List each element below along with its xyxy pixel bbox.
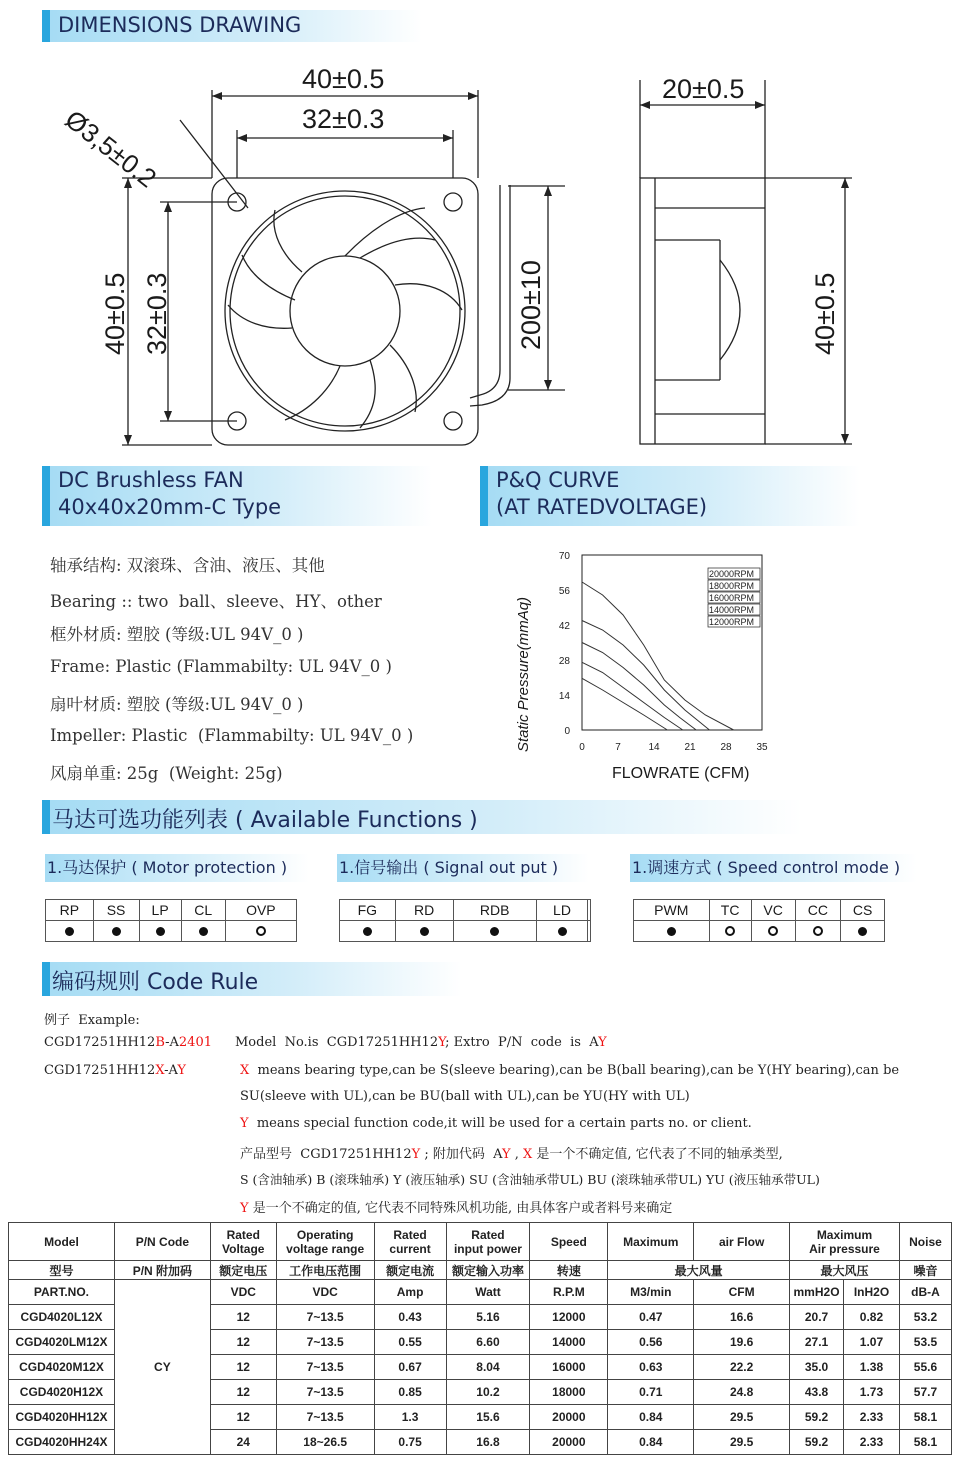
cn-pn: P/N 附加码 <box>114 1261 210 1280</box>
y-tick-label: 14 <box>558 691 570 702</box>
spec-frame-en: Frame: Plastic (Flammabilty: UL 94V_0 ) <box>50 657 392 676</box>
rule-line-6: S (含油轴承) B (滚珠轴承) Y (液压轴承) SU (含油轴承带UL) BU (滚珠轴承带UL) YU (液压轴承带UL) <box>240 1172 820 1187</box>
series-line-14000RPM <box>582 662 683 730</box>
unit-rpm: R.P.M <box>530 1280 608 1305</box>
header-rated-power: Rated input power <box>446 1223 530 1261</box>
function-table-speed <box>633 899 885 942</box>
func-col: RDB <box>453 900 536 921</box>
fan-type-banner <box>42 466 432 526</box>
header-pn: P/N Code <box>114 1223 210 1261</box>
unit-m3: M3/min <box>608 1280 694 1305</box>
series-line-18000RPM <box>582 621 710 731</box>
spec-weight: 风扇单重: 25g (Weight: 25g) <box>50 764 283 783</box>
filled-dot-icon <box>558 927 567 936</box>
func-col <box>588 900 591 921</box>
header-model: Model <box>9 1223 115 1261</box>
x-tick-label: 21 <box>684 742 696 753</box>
function-group-title-speed: 1.调速方式 ( Speed control mode ) <box>630 854 917 882</box>
func-col: CC <box>795 900 841 921</box>
ex2-model: CGD17251HH12 <box>44 1063 156 1078</box>
functions-title: 马达可选功能列表 ( Available Functions ) <box>52 808 478 833</box>
fan-type-line1: DC Brushless FAN <box>58 468 244 492</box>
func-col: FG <box>340 900 396 921</box>
legend-label: 20000RPM <box>709 569 755 579</box>
functions-banner <box>42 800 802 834</box>
function-group-title-signal: 1.信号输出 ( Signal out put ) <box>337 854 589 882</box>
x-tick-label: 14 <box>648 742 660 753</box>
example-2 <box>44 1063 186 1078</box>
cn-pressure: 最大风压 <box>790 1261 900 1280</box>
x-tick-label: 0 <box>579 742 585 753</box>
func-col: RD <box>395 900 453 921</box>
pq-chart <box>550 545 820 765</box>
front-width-inner-label: 32±0.3 <box>302 104 385 134</box>
spec-table <box>8 1222 952 1455</box>
unit-inh2o: InH2O <box>844 1280 900 1305</box>
ex2-bearing: X <box>155 1063 165 1078</box>
filled-dot-icon <box>363 927 372 936</box>
pq-curve-banner <box>480 466 860 526</box>
x-tick-label: 28 <box>720 742 732 753</box>
hollow-dot-icon <box>725 926 735 936</box>
spec-bearing-en: Bearing :: two ball、sleeve、HY、other <box>50 592 382 611</box>
fan-type-line2: 40x40x20mm-C Type <box>58 495 282 519</box>
unit-watt: Watt <box>446 1280 530 1305</box>
ex1-bearing: B <box>155 1035 166 1050</box>
header-rated-voltage: Rated Voltage <box>210 1223 276 1261</box>
unit-vdc: VDC <box>210 1280 276 1305</box>
func-col: LD <box>536 900 587 921</box>
rule-line-7: Y 是一个不确定的值, 它代表不同特殊风机功能, 由具体客户或者料号来确定 <box>240 1201 673 1216</box>
ex1-dash: -A <box>165 1035 179 1050</box>
rule-line-1: Model No.is CGD17251HH12Y; Extro P/N code is AY <box>235 1035 607 1050</box>
y-tick-label: 0 <box>564 726 570 737</box>
function-table-signal <box>339 899 591 942</box>
unit-cfm: CFM <box>694 1280 790 1305</box>
example-1 <box>44 1035 212 1050</box>
front-height-inner-label: 32±0.3 <box>142 272 172 355</box>
func-col: RP <box>46 900 94 921</box>
unit-amp: Amp <box>374 1280 446 1305</box>
lead-length-label: 200±10 <box>516 260 546 350</box>
header-rated-current: Rated current <box>374 1223 446 1261</box>
pq-line2: (AT RATEDVOLTAGE) <box>496 495 708 519</box>
example-label: 例子 Example: <box>44 1013 140 1028</box>
y-tick-label: 56 <box>558 586 570 597</box>
pn-code-cell: CY <box>114 1280 210 1455</box>
filled-dot-icon <box>156 927 165 936</box>
hole-diameter-label: Ø3,5±0.2 <box>59 104 163 194</box>
legend-label: 12000RPM <box>709 617 755 627</box>
filled-dot-icon <box>667 927 676 936</box>
cn-rated-power: 额定输入功率 <box>446 1261 530 1280</box>
unit-part: PART.NO. <box>9 1280 115 1305</box>
side-width-label: 20±0.5 <box>662 74 745 104</box>
side-height-label: 40±0.5 <box>810 272 840 355</box>
front-width-outer-label: 40±0.5 <box>302 64 385 94</box>
x-tick-label: 35 <box>756 742 768 753</box>
y-tick-label: 70 <box>558 551 570 562</box>
dimensions-banner <box>42 10 422 42</box>
spec-impeller-cn: 扇叶材质: 塑胶 (等级:UL 94V_0 ) <box>50 695 304 714</box>
func-col: TC <box>709 900 751 921</box>
dimensions-title: DIMENSIONS DRAWING <box>58 13 302 37</box>
cn-rated-current: 额定电流 <box>374 1261 446 1280</box>
table-row: CGD4020L12X 12 7~13.5 0.43 5.16 12000 0.47 16.6 20.7 0.82 53.2 <box>9 1305 952 1330</box>
filled-dot-icon <box>858 927 867 936</box>
rule-line-5: 产品型号 CGD17251HH12Y ; 附加代码 AY , X 是一个不确定值, 它代表了不同的轴承类型, <box>240 1147 783 1162</box>
filled-dot-icon <box>420 927 429 936</box>
unit-dba: dB-A <box>899 1280 951 1305</box>
cn-model: 型号 <box>9 1261 115 1280</box>
header-noise: Noise <box>899 1223 951 1261</box>
cn-noise: 噪音 <box>899 1261 951 1280</box>
y-tick-label: 28 <box>558 656 570 667</box>
hollow-dot-icon <box>813 926 823 936</box>
function-table-motor <box>45 899 297 942</box>
func-col: VC <box>751 900 795 921</box>
legend-label: 16000RPM <box>709 593 755 603</box>
func-col: CL <box>181 900 225 921</box>
func-col: CS <box>841 900 885 921</box>
code-rule-title: 编码规则 Code Rule <box>52 970 259 995</box>
header-maximum: Maximum <box>608 1223 694 1261</box>
ex2-code: Y <box>177 1063 186 1078</box>
unit-vdc: VDC <box>276 1280 374 1305</box>
rule-line-4: Y means special function code,it will be used for a certain parts no. or client. <box>240 1116 752 1131</box>
pq-line1: P&Q CURVE <box>496 468 620 492</box>
table-row: CGD4020H12X 12 7~13.5 0.85 10.2 18000 0.71 24.8 43.8 1.73 57.7 <box>9 1380 952 1405</box>
code-rule-banner <box>42 962 462 996</box>
func-col: PWM <box>634 900 710 921</box>
filled-dot-icon <box>490 927 499 936</box>
series-line-12000RPM <box>582 678 667 730</box>
header-operating: Operating voltage range <box>276 1223 374 1261</box>
table-row: CGD4020LM12X 12 7~13.5 0.55 6.60 14000 0.56 19.6 27.1 1.07 53.5 <box>9 1330 952 1355</box>
unit-mmh2o: mmH2O <box>790 1280 844 1305</box>
table-row: CGD4020HH12X 12 7~13.5 1.3 15.6 20000 0.84 29.5 59.2 2.33 58.1 <box>9 1405 952 1430</box>
legend-label: 14000RPM <box>709 605 755 615</box>
hollow-dot-icon <box>768 926 778 936</box>
cn-flow: 最大风量 <box>608 1261 790 1280</box>
x-tick-label: 7 <box>615 742 621 753</box>
func-col: LP <box>139 900 181 921</box>
function-group-title-motor: 1.马达保护 ( Motor protection ) <box>45 854 309 882</box>
ex2-dash: -A <box>164 1063 178 1078</box>
spec-impeller-en: Impeller: Plastic (Flammabilty: UL 94V_0 ) <box>50 726 414 745</box>
cn-rated-voltage: 额定电压 <box>210 1261 276 1280</box>
filled-dot-icon <box>65 927 74 936</box>
spec-frame-cn: 框外材质: 塑胶 (等级:UL 94V_0 ) <box>50 625 304 644</box>
filled-dot-icon <box>112 927 121 936</box>
func-col: OVP <box>225 900 296 921</box>
header-air-pressure: Maximum Air pressure <box>790 1223 900 1261</box>
cn-operating: 工作电压范围 <box>276 1261 374 1280</box>
rule-line-3: SU(sleeve with UL),can be BU(ball with UL),can be YU(HY with UL) <box>240 1089 690 1104</box>
header-air-flow: air Flow <box>694 1223 790 1261</box>
y-tick-label: 42 <box>558 621 570 632</box>
rule-line-2: X means bearing type,can be S(sleeve bearing),can be B(ball bearing),can be Y(HY bearing),can be <box>240 1063 900 1078</box>
chart-xlabel: FLOWRATE (CFM) <box>612 765 750 782</box>
table-row: CGD4020HH24X 24 18~26.5 0.75 16.8 20000 0.84 29.5 59.2 2.33 58.1 <box>9 1430 952 1455</box>
func-col: SS <box>93 900 139 921</box>
header-speed: Speed <box>530 1223 608 1261</box>
ex1-code: 2401 <box>178 1035 212 1050</box>
hollow-dot-icon <box>256 926 266 936</box>
side-view-drawing <box>630 80 860 450</box>
ex1-model: CGD17251HH12 <box>44 1035 156 1050</box>
legend-label: 18000RPM <box>709 581 755 591</box>
cn-speed: 转速 <box>530 1261 608 1280</box>
spec-bearing-cn: 轴承结构: 双滚珠、含油、液压、其他 <box>50 556 325 575</box>
chart-ylabel: Static Pressure(mmAq) <box>515 596 532 752</box>
series-line-16000RPM <box>582 643 696 731</box>
table-row: CGD4020M12X 12 7~13.5 0.67 8.04 16000 0.63 22.2 35.0 1.38 55.6 <box>9 1355 952 1380</box>
filled-dot-icon <box>199 927 208 936</box>
front-height-outer-label: 40±0.5 <box>100 272 130 355</box>
